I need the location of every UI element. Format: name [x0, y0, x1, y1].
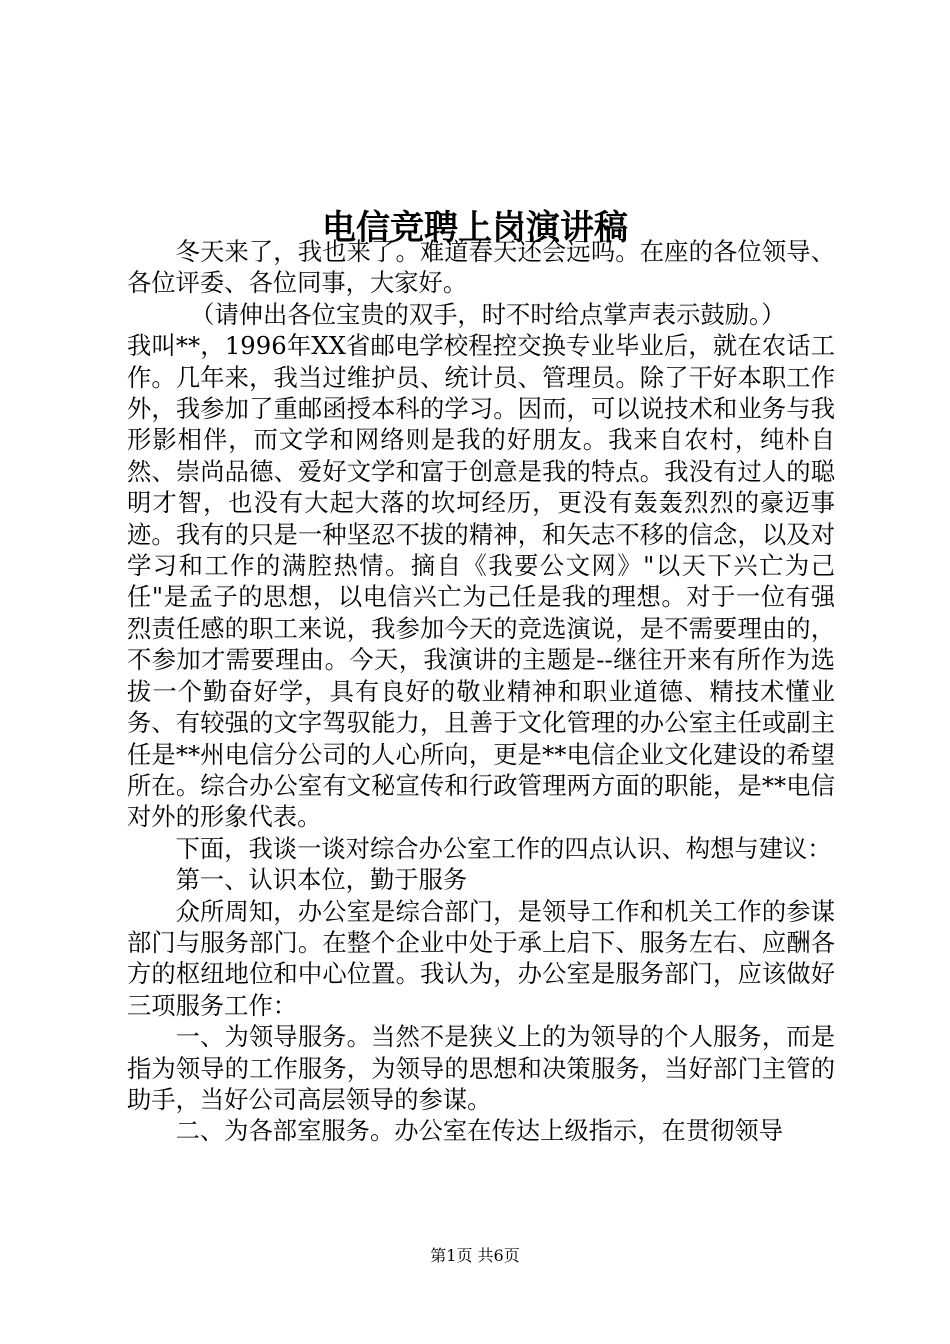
body-paragraph: 下面，我谈一谈对综合办公室工作的四点认识、构想与建议： [175, 833, 832, 863]
body-paragraph: 一、为领导服务。当然不是狭义上的为领导的个人服务，而是指为领导的工作服务，为领导的思想和决策服务，当好部门主管的助手，当好公司高层领导的参谋。 [127, 1022, 835, 1114]
page-number-footer: 第1页 共6页 [430, 1246, 520, 1265]
body-paragraph: 冬天来了，我也来了。难道春天还会远吗。在座的各位领导、各位评委、各位同事，大家好。 [127, 237, 835, 298]
body-paragraph: 众所周知，办公室是综合部门，是领导工作和机关工作的参谋部门与服务部门。在整个企业中处于承上启下、服务左右、应酬各方的枢纽地位和中心位置。我认为，办公室是服务部门，应该做好三项服务工作： [127, 896, 835, 1020]
body-paragraph: 我叫**，1996年XX省邮电学校程控交换专业毕业后，就在农话工作。几年来，我当过维护员、统计员、管理员。除了干好本职工作外，我参加了重邮函授本科的学习。因而，可以说技术和业务与我形影相伴，而文学和网络则是我的好朋友。我来自农村，纯朴自然、崇尚品德、爱好文学和富于创意是我的特点。我没有过人的聪明才智，也没有大起大落的坎坷经历，更没有轰轰烈烈的豪迈事迹。我有的只是一种坚忍不拔的精神，和矢志不移的信念，以及对学习和工作的满腔热情。摘自《我要公文网》"以天下兴亡为己任"是孟子的思想，以电信兴亡为己任是我的理想。对于一位有强烈责任感的职工来说，我参加今天的竞选演说，是不需要理由的，不参加才需要理由。今天，我演讲的主题是--继往开来有所作为选拔一个勤奋好学，具有良好的敬业精神和职业道德、精技术懂业务、有较强的文字驾驭能力，且善于文化管理的办公室主任或副主任是**州电信分公司的人心所向，更是**电信企业文化建设的希望所在。综合办公室有文秘宣传和行政管理两方面的职能，是**电信对外的形象代表。 [127, 331, 835, 832]
document-title: 电信竞聘上岗演讲稿 [322, 207, 628, 248]
section-heading: 第一、认识本位，勤于服务 [175, 865, 468, 895]
body-paragraph: 二、为各部室服务。办公室在传达上级指示，在贯彻领导 [175, 1116, 784, 1146]
document-body [127, 236, 835, 1147]
body-paragraph: （请伸出各位宝贵的双手，时不时给点掌声表示鼓励。） [190, 299, 786, 329]
